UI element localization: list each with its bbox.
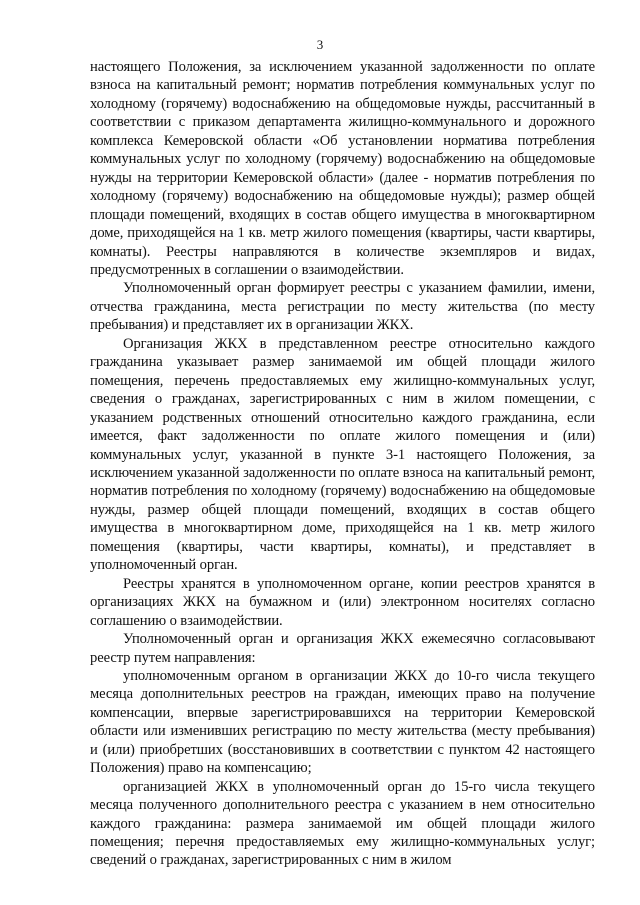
paragraph-organization-response: организацией ЖКХ в уполномоченный орган до 15-го числа текущего месяца полученного дополнительного реестра с указанием в нем относительно каждого гражданина: размера занимаемой им общей площади жилого помещения; перечня предоставляемых ему жилищно-коммунальных услуг; сведений о гражданах, зарегистрированных с ним в жилом — [90, 778, 595, 869]
paragraph-continuation: настоящего Положения, за исключением указанной задолженности по оплате взноса на капитальный ремонт; норматив потребления коммунальных услуг по холодному (горячему) водоснабжению на общедомовые нужды, рассчитанный в соответствии с приказом департамента жилищно-коммунального и дорожного комплекса Кемеровской области «Об установлении норматива потребления коммунальных услуг по холодному (горячему) водоснабжению на общедомовые нужды на территории Кемеровской области» (далее - норматив потребления по холодному (горячему) водоснабжению на общедомовые нужды); размер общей площади помещений, входящих в состав общего имущества в многоквартирном доме, приходящейся на 1 кв. метр жилого помещения (квартиры, части квартиры, комнаты). Реестры направляются в количестве экземпляров и видах, предусмотренных в соглашении о взаимодействии. — [90, 59, 595, 278]
document-body — [90, 58, 595, 870]
paragraph-organization-data: Организация ЖКХ в представленном реестре относительно каждого гражданина указывает размер занимаемой им общей площади жилого помещения, перечень предоставляемых ему жилищно-коммунальных услуг, сведения о гражданах, зарегистрированных с ним в жилом помещении, с указанием родственных отношений относительно каждого гражданина, если имеется, факт задолженности по оплате жилого помещения и (или) коммунальных услуг, указанной в пункте 3-1 настоящего Положения, за исключением указанной задолженности по оплате взноса на капитальный ремонт, норматив потребления по холодному (горячему) водоснабжению на общедомовые нужды, размер общей площади помещений, входящих в состав общего имущества в многоквартирном доме, приходящейся на 1 кв. метр жилого помещения (квартиры, части квартиры, комнаты), и представляет в уполномоченный орган. — [90, 335, 595, 574]
page-number: 3 — [316, 37, 324, 52]
paragraph-registry-formation: Уполномоченный орган формирует реестры с указанием фамилии, имени, отчества гражданина, места регистрации по месту жительства (по месту пребывания) и представляет их в организации ЖКХ. — [90, 280, 595, 334]
paragraph-authority-additional-registries: уполномоченным органом в организации ЖКХ до 10-го числа текущего месяца дополнительных реестров на граждан, имеющих право на получение компенсации, впервые зарегистрировавшихся на территории Кемеровской области или изменивших регистрацию по месту жительства (месту пребывания) и (или) приобретших (восстановивших в соответствии с пунктом 42 настоящего Положения) право на компенсацию; — [90, 667, 595, 777]
paragraph-monthly-agreement: Уполномоченный орган и организация ЖКХ ежемесячно согласовывают реестр путем направления: — [90, 631, 595, 666]
paragraph-registry-storage: Реестры хранятся в уполномоченном органе, копии реестров хранятся в организациях ЖКХ на бумажном и (или) электронном носителях согласно соглашению о взаимодействии. — [90, 575, 595, 629]
